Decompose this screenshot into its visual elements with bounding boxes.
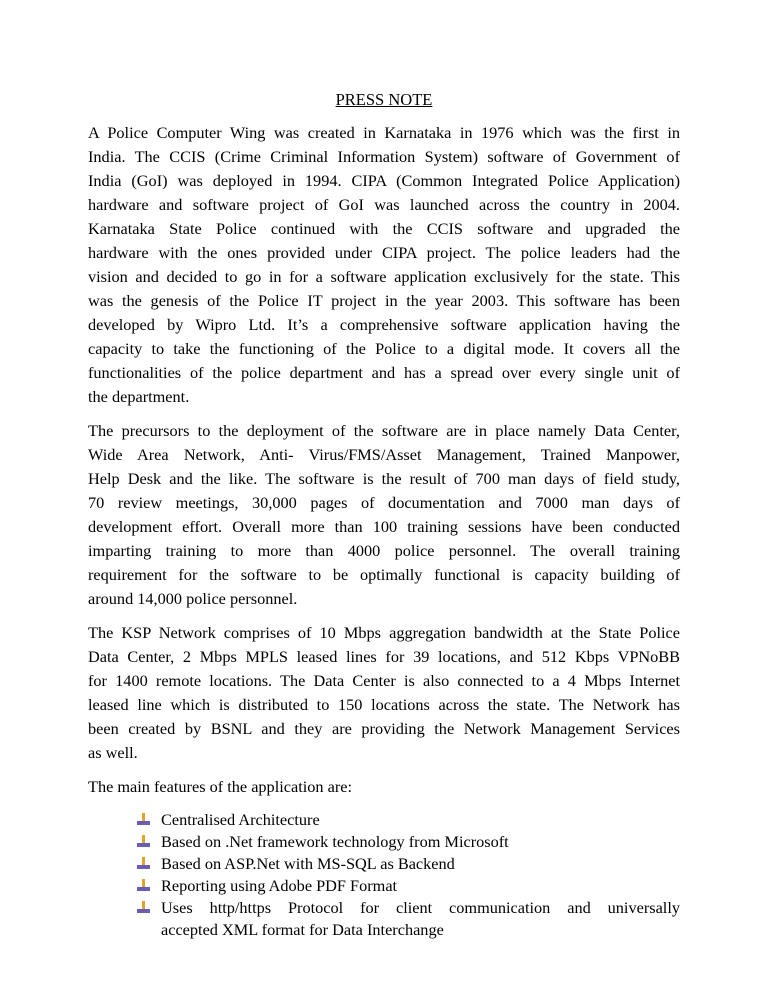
feature-text: Uses http/https Protocol for client communication and universally bbox=[161, 898, 680, 917]
paragraph-line: been created by BSNL and they are providing the Network Management Services bbox=[88, 719, 680, 738]
feature-item bbox=[135, 897, 680, 941]
paragraph-line: hardware with the ones provided under CIPA project. The police leaders had the bbox=[88, 243, 680, 262]
paragraph-line: The precursors to the deployment of the software are in place namely Data Center, bbox=[88, 421, 680, 440]
paragraph-line: capacity to take the functioning of the Police to a digital mode. It covers all the bbox=[88, 339, 680, 358]
paragraph-line: hardware and software project of GoI was launched across the country in 2004. bbox=[88, 195, 680, 214]
paragraph-line: India. The CCIS (Crime Criminal Information System) software of Government of bbox=[88, 147, 680, 166]
paragraph-line: Help Desk and the like. The software is the result of 700 man days of field study, bbox=[88, 469, 680, 488]
bullet-arrow-icon bbox=[135, 831, 152, 853]
feature-item bbox=[135, 809, 680, 831]
page-title: PRESS NOTE bbox=[335, 90, 433, 109]
feature-item bbox=[135, 853, 680, 875]
feature-text: accepted XML format for Data Interchange bbox=[161, 920, 444, 939]
paragraph-line: the department. bbox=[88, 387, 190, 406]
paragraph-line: vision and decided to go in for a software application exclusively for the state. This bbox=[88, 267, 680, 286]
paragraph bbox=[88, 121, 680, 409]
feature-text: Based on .Net framework technology from Microsoft bbox=[161, 832, 509, 851]
paragraph-line: Wide Area Network, Anti- Virus/FMS/Asset Management, Trained Manpower, bbox=[88, 445, 680, 464]
feature-text: Based on ASP.Net with MS-SQL as Backend bbox=[161, 854, 455, 873]
paragraph-line: The KSP Network comprises of 10 Mbps aggregation bandwidth at the State Police bbox=[88, 623, 680, 642]
paragraph-line: leased line which is distributed to 150 locations across the state. The Network has bbox=[88, 695, 680, 714]
features-list bbox=[135, 809, 680, 941]
paragraph bbox=[88, 621, 680, 765]
paragraph-line: 70 review meetings, 30,000 pages of documentation and 7000 man days of bbox=[88, 493, 680, 512]
feature-text: Centralised Architecture bbox=[161, 810, 320, 829]
bullet-arrow-icon bbox=[135, 897, 152, 919]
paragraph-line: as well. bbox=[88, 743, 138, 762]
paragraph-line: Karnataka State Police continued with the CCIS software and upgraded the bbox=[88, 219, 680, 238]
paragraph-line: Data Center, 2 Mbps MPLS leased lines for 39 locations, and 512 Kbps VPNoBB bbox=[88, 647, 680, 666]
document-body bbox=[88, 121, 680, 941]
bullet-arrow-icon bbox=[135, 853, 152, 875]
paragraph-line: requirement for the software to be optimally functional is capacity building of bbox=[88, 565, 680, 584]
bullet-arrow-icon bbox=[135, 809, 152, 831]
paragraph-line: development effort. Overall more than 100 training sessions have been conducted bbox=[88, 517, 680, 536]
feature-item bbox=[135, 875, 680, 897]
paragraph-line: functionalities of the police department and has a spread over every single unit of bbox=[88, 363, 680, 382]
paragraph-line: around 14,000 police personnel. bbox=[88, 589, 298, 608]
paragraph-line: India (GoI) was deployed in 1994. CIPA (Common Integrated Police Application) bbox=[88, 171, 680, 190]
feature-item bbox=[135, 831, 680, 853]
paragraph bbox=[88, 419, 680, 611]
paragraph-line: A Police Computer Wing was created in Karnataka in 1976 which was the first in bbox=[88, 123, 680, 142]
paragraph-line: developed by Wipro Ltd. It’s a comprehensive software application having the bbox=[88, 315, 680, 334]
paragraph-line: for 1400 remote locations. The Data Center is also connected to a 4 Mbps Internet bbox=[88, 671, 680, 690]
feature-text: Reporting using Adobe PDF Format bbox=[161, 876, 398, 895]
paragraph-line: was the genesis of the Police IT project in the year 2003. This software has been bbox=[88, 291, 680, 310]
bullet-arrow-icon bbox=[135, 875, 152, 897]
paragraph-line: The main features of the application are: bbox=[88, 777, 352, 796]
paragraph-line: imparting training to more than 4000 police personnel. The overall training bbox=[88, 541, 680, 560]
paragraph bbox=[88, 775, 680, 799]
